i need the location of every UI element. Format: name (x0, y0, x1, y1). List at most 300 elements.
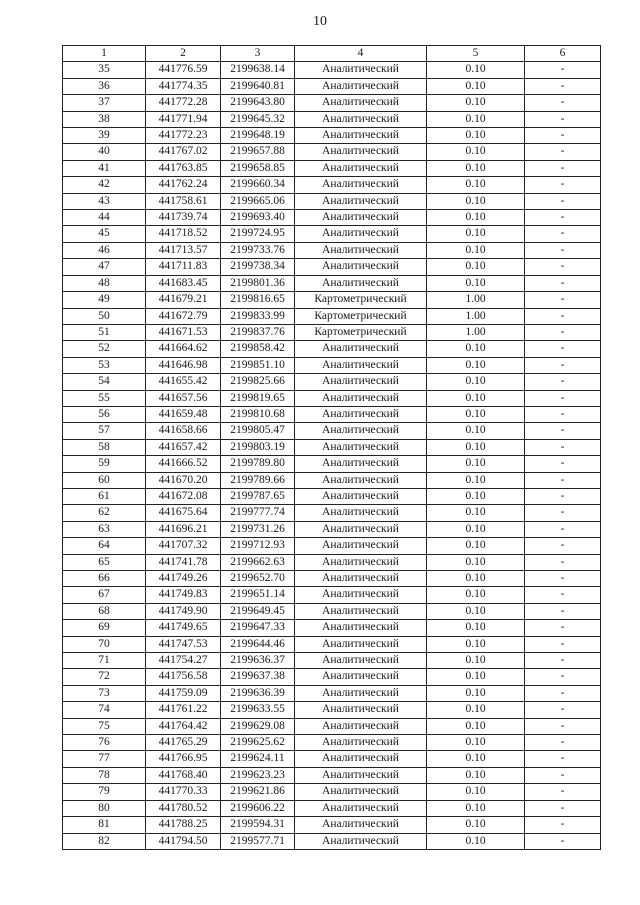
method-cell: Аналитический (295, 521, 427, 537)
accuracy-cell: 0.10 (427, 341, 525, 357)
method-cell: Картометрический (295, 324, 427, 340)
method-cell: Аналитический (295, 833, 427, 849)
x-coordinate-cell: 441772.23 (146, 128, 221, 144)
point-number-cell: 58 (63, 439, 146, 455)
x-coordinate-cell: 441780.52 (146, 800, 221, 816)
y-coordinate-cell: 2199733.76 (221, 242, 295, 258)
accuracy-cell: 0.10 (427, 210, 525, 226)
method-cell: Аналитический (295, 242, 427, 258)
point-number-cell: 47 (63, 259, 146, 275)
point-number-cell: 67 (63, 587, 146, 603)
accuracy-cell: 0.10 (427, 505, 525, 521)
table-row (63, 702, 601, 718)
accuracy-cell: 0.10 (427, 144, 525, 160)
note-cell: - (525, 111, 601, 127)
y-coordinate-cell: 2199636.37 (221, 653, 295, 669)
table-row (63, 423, 601, 439)
y-coordinate-cell: 2199660.34 (221, 177, 295, 193)
table-row (63, 259, 601, 275)
method-cell: Аналитический (295, 439, 427, 455)
y-coordinate-cell: 2199810.68 (221, 406, 295, 422)
accuracy-cell: 0.10 (427, 390, 525, 406)
x-coordinate-cell: 441772.28 (146, 95, 221, 111)
note-cell: - (525, 472, 601, 488)
point-number-cell: 63 (63, 521, 146, 537)
x-coordinate-cell: 441776.59 (146, 62, 221, 78)
x-coordinate-cell: 441749.26 (146, 571, 221, 587)
point-number-cell: 57 (63, 423, 146, 439)
x-coordinate-cell: 441756.58 (146, 669, 221, 685)
y-coordinate-cell: 2199787.65 (221, 488, 295, 504)
x-coordinate-cell: 441747.53 (146, 636, 221, 652)
y-coordinate-cell: 2199637.38 (221, 669, 295, 685)
table-row (63, 210, 601, 226)
point-number-cell: 66 (63, 571, 146, 587)
y-coordinate-cell: 2199638.14 (221, 62, 295, 78)
y-coordinate-cell: 2199805.47 (221, 423, 295, 439)
x-coordinate-cell: 441683.45 (146, 275, 221, 291)
method-cell: Аналитический (295, 210, 427, 226)
note-cell: - (525, 620, 601, 636)
table-row (63, 554, 601, 570)
accuracy-cell: 0.10 (427, 833, 525, 849)
x-coordinate-cell: 441713.57 (146, 242, 221, 258)
accuracy-cell: 0.10 (427, 488, 525, 504)
method-cell: Аналитический (295, 587, 427, 603)
point-number-cell: 45 (63, 226, 146, 242)
note-cell: - (525, 439, 601, 455)
accuracy-cell: 0.10 (427, 702, 525, 718)
table-row (63, 521, 601, 537)
point-number-cell: 60 (63, 472, 146, 488)
point-number-cell: 76 (63, 735, 146, 751)
point-number-cell: 36 (63, 78, 146, 94)
point-number-cell: 44 (63, 210, 146, 226)
method-cell: Аналитический (295, 735, 427, 751)
point-number-cell: 71 (63, 653, 146, 669)
y-coordinate-cell: 2199636.39 (221, 685, 295, 701)
accuracy-cell: 0.10 (427, 817, 525, 833)
page-number: 10 (313, 14, 327, 29)
accuracy-cell: 0.10 (427, 275, 525, 291)
table-body (63, 62, 601, 850)
table-row (63, 636, 601, 652)
method-cell: Аналитический (295, 636, 427, 652)
x-coordinate-cell: 441754.27 (146, 653, 221, 669)
table-row (63, 620, 601, 636)
y-coordinate-cell: 2199789.80 (221, 456, 295, 472)
accuracy-cell: 0.10 (427, 800, 525, 816)
accuracy-cell: 0.10 (427, 95, 525, 111)
point-number-cell: 40 (63, 144, 146, 160)
accuracy-cell: 0.10 (427, 751, 525, 767)
column-header-5: 5 (427, 46, 525, 62)
y-coordinate-cell: 2199657.88 (221, 144, 295, 160)
x-coordinate-cell: 441671.53 (146, 324, 221, 340)
y-coordinate-cell: 2199801.36 (221, 275, 295, 291)
table-row (63, 78, 601, 94)
point-number-cell: 59 (63, 456, 146, 472)
method-cell: Аналитический (295, 767, 427, 783)
method-cell: Аналитический (295, 160, 427, 176)
accuracy-cell: 1.00 (427, 324, 525, 340)
accuracy-cell: 0.10 (427, 603, 525, 619)
note-cell: - (525, 488, 601, 504)
table-row (63, 275, 601, 291)
method-cell: Аналитический (295, 275, 427, 291)
table-row (63, 226, 601, 242)
x-coordinate-cell: 441711.83 (146, 259, 221, 275)
method-cell: Аналитический (295, 472, 427, 488)
method-cell: Аналитический (295, 571, 427, 587)
method-cell: Картометрический (295, 308, 427, 324)
method-cell: Аналитический (295, 702, 427, 718)
y-coordinate-cell: 2199724.95 (221, 226, 295, 242)
y-coordinate-cell: 2199693.40 (221, 210, 295, 226)
note-cell: - (525, 554, 601, 570)
y-coordinate-cell: 2199629.08 (221, 718, 295, 734)
x-coordinate-cell: 441696.21 (146, 521, 221, 537)
y-coordinate-cell: 2199651.14 (221, 587, 295, 603)
x-coordinate-cell: 441763.85 (146, 160, 221, 176)
x-coordinate-cell: 441666.52 (146, 456, 221, 472)
accuracy-cell: 0.10 (427, 456, 525, 472)
point-number-cell: 80 (63, 800, 146, 816)
y-coordinate-cell: 2199645.32 (221, 111, 295, 127)
point-number-cell: 72 (63, 669, 146, 685)
x-coordinate-cell: 441774.35 (146, 78, 221, 94)
point-number-cell: 46 (63, 242, 146, 258)
method-cell: Аналитический (295, 488, 427, 504)
point-number-cell: 53 (63, 357, 146, 373)
x-coordinate-cell: 441646.98 (146, 357, 221, 373)
table-row (63, 308, 601, 324)
method-cell: Аналитический (295, 357, 427, 373)
note-cell: - (525, 226, 601, 242)
note-cell: - (525, 505, 601, 521)
note-cell: - (525, 603, 601, 619)
accuracy-cell: 0.10 (427, 177, 525, 193)
accuracy-cell: 0.10 (427, 636, 525, 652)
method-cell: Аналитический (295, 95, 427, 111)
method-cell: Аналитический (295, 374, 427, 390)
method-cell: Аналитический (295, 669, 427, 685)
x-coordinate-cell: 441770.33 (146, 784, 221, 800)
accuracy-cell: 0.10 (427, 767, 525, 783)
y-coordinate-cell: 2199738.34 (221, 259, 295, 275)
table-row (63, 177, 601, 193)
note-cell: - (525, 800, 601, 816)
point-number-cell: 68 (63, 603, 146, 619)
point-number-cell: 81 (63, 817, 146, 833)
note-cell: - (525, 308, 601, 324)
accuracy-cell: 0.10 (427, 571, 525, 587)
table-row (63, 406, 601, 422)
x-coordinate-cell: 441675.64 (146, 505, 221, 521)
method-cell: Аналитический (295, 62, 427, 78)
x-coordinate-cell: 441749.90 (146, 603, 221, 619)
table-row (63, 488, 601, 504)
method-cell: Аналитический (295, 554, 427, 570)
method-cell: Аналитический (295, 685, 427, 701)
method-cell: Аналитический (295, 505, 427, 521)
table-row (63, 292, 601, 308)
y-coordinate-cell: 2199816.65 (221, 292, 295, 308)
column-header-3: 3 (221, 46, 295, 62)
y-coordinate-cell: 2199652.70 (221, 571, 295, 587)
method-cell: Аналитический (295, 603, 427, 619)
method-cell: Аналитический (295, 538, 427, 554)
table-row (63, 571, 601, 587)
accuracy-cell: 0.10 (427, 193, 525, 209)
x-coordinate-cell: 441761.22 (146, 702, 221, 718)
table-row (63, 390, 601, 406)
y-coordinate-cell: 2199665.06 (221, 193, 295, 209)
note-cell: - (525, 374, 601, 390)
method-cell: Аналитический (295, 718, 427, 734)
accuracy-cell: 0.10 (427, 423, 525, 439)
column-header-1: 1 (63, 46, 146, 62)
x-coordinate-cell: 441749.83 (146, 587, 221, 603)
table-row (63, 472, 601, 488)
y-coordinate-cell: 2199647.33 (221, 620, 295, 636)
accuracy-cell: 0.10 (427, 472, 525, 488)
method-cell: Аналитический (295, 817, 427, 833)
x-coordinate-cell: 441672.79 (146, 308, 221, 324)
y-coordinate-cell: 2199623.23 (221, 767, 295, 783)
note-cell: - (525, 751, 601, 767)
note-cell: - (525, 292, 601, 308)
table-row (63, 144, 601, 160)
accuracy-cell: 0.10 (427, 128, 525, 144)
y-coordinate-cell: 2199712.93 (221, 538, 295, 554)
note-cell: - (525, 62, 601, 78)
note-cell: - (525, 177, 601, 193)
method-cell: Аналитический (295, 144, 427, 160)
table-row (63, 817, 601, 833)
method-cell: Аналитический (295, 800, 427, 816)
point-number-cell: 55 (63, 390, 146, 406)
method-cell: Аналитический (295, 193, 427, 209)
x-coordinate-cell: 441768.40 (146, 767, 221, 783)
note-cell: - (525, 767, 601, 783)
table-row (63, 341, 601, 357)
table-row (63, 111, 601, 127)
method-cell: Картометрический (295, 292, 427, 308)
point-number-cell: 69 (63, 620, 146, 636)
table-row (63, 439, 601, 455)
method-cell: Аналитический (295, 390, 427, 406)
note-cell: - (525, 653, 601, 669)
note-cell: - (525, 685, 601, 701)
y-coordinate-cell: 2199731.26 (221, 521, 295, 537)
accuracy-cell: 0.10 (427, 538, 525, 554)
point-number-cell: 64 (63, 538, 146, 554)
note-cell: - (525, 702, 601, 718)
accuracy-cell: 0.10 (427, 259, 525, 275)
point-number-cell: 75 (63, 718, 146, 734)
note-cell: - (525, 242, 601, 258)
note-cell: - (525, 571, 601, 587)
accuracy-cell: 1.00 (427, 308, 525, 324)
table-row (63, 751, 601, 767)
table-row (63, 587, 601, 603)
note-cell: - (525, 636, 601, 652)
x-coordinate-cell: 441749.65 (146, 620, 221, 636)
point-number-cell: 43 (63, 193, 146, 209)
table-row (63, 685, 601, 701)
y-coordinate-cell: 2199633.55 (221, 702, 295, 718)
table-row (63, 735, 601, 751)
accuracy-cell: 1.00 (427, 292, 525, 308)
point-number-cell: 48 (63, 275, 146, 291)
accuracy-cell: 0.10 (427, 242, 525, 258)
note-cell: - (525, 210, 601, 226)
point-number-cell: 52 (63, 341, 146, 357)
accuracy-cell: 0.10 (427, 735, 525, 751)
column-header-6: 6 (525, 46, 601, 62)
method-cell: Аналитический (295, 653, 427, 669)
column-header-4: 4 (295, 46, 427, 62)
method-cell: Аналитический (295, 128, 427, 144)
point-number-cell: 37 (63, 95, 146, 111)
note-cell: - (525, 817, 601, 833)
accuracy-cell: 0.10 (427, 226, 525, 242)
method-cell: Аналитический (295, 751, 427, 767)
method-cell: Аналитический (295, 226, 427, 242)
y-coordinate-cell: 2199658.85 (221, 160, 295, 176)
note-cell: - (525, 669, 601, 685)
accuracy-cell: 0.10 (427, 439, 525, 455)
x-coordinate-cell: 441758.61 (146, 193, 221, 209)
table-row (63, 95, 601, 111)
point-number-cell: 56 (63, 406, 146, 422)
point-number-cell: 62 (63, 505, 146, 521)
table-row (63, 718, 601, 734)
y-coordinate-cell: 2199803.19 (221, 439, 295, 455)
point-number-cell: 77 (63, 751, 146, 767)
note-cell: - (525, 735, 601, 751)
accuracy-cell: 0.10 (427, 406, 525, 422)
table-row (63, 357, 601, 373)
column-header-2: 2 (146, 46, 221, 62)
note-cell: - (525, 357, 601, 373)
table-row (63, 193, 601, 209)
y-coordinate-cell: 2199833.99 (221, 308, 295, 324)
point-number-cell: 61 (63, 488, 146, 504)
method-cell: Аналитический (295, 341, 427, 357)
x-coordinate-cell: 441771.94 (146, 111, 221, 127)
accuracy-cell: 0.10 (427, 669, 525, 685)
method-cell: Аналитический (295, 259, 427, 275)
y-coordinate-cell: 2199858.42 (221, 341, 295, 357)
point-number-cell: 70 (63, 636, 146, 652)
x-coordinate-cell: 441794.50 (146, 833, 221, 849)
note-cell: - (525, 390, 601, 406)
table-row (63, 160, 601, 176)
point-number-cell: 65 (63, 554, 146, 570)
note-cell: - (525, 538, 601, 554)
accuracy-cell: 0.10 (427, 784, 525, 800)
x-coordinate-cell: 441767.02 (146, 144, 221, 160)
note-cell: - (525, 406, 601, 422)
method-cell: Аналитический (295, 78, 427, 94)
point-number-cell: 39 (63, 128, 146, 144)
y-coordinate-cell: 2199640.81 (221, 78, 295, 94)
table-row (63, 128, 601, 144)
table-row (63, 374, 601, 390)
point-number-cell: 38 (63, 111, 146, 127)
note-cell: - (525, 128, 601, 144)
table-row (63, 603, 601, 619)
note-cell: - (525, 275, 601, 291)
note-cell: - (525, 78, 601, 94)
point-number-cell: 54 (63, 374, 146, 390)
y-coordinate-cell: 2199606.22 (221, 800, 295, 816)
x-coordinate-cell: 441762.24 (146, 177, 221, 193)
accuracy-cell: 0.10 (427, 62, 525, 78)
table-row (63, 767, 601, 783)
coordinates-table (62, 45, 601, 850)
accuracy-cell: 0.10 (427, 78, 525, 94)
table-row (63, 784, 601, 800)
x-coordinate-cell: 441659.48 (146, 406, 221, 422)
point-number-cell: 50 (63, 308, 146, 324)
accuracy-cell: 0.10 (427, 653, 525, 669)
y-coordinate-cell: 2199625.62 (221, 735, 295, 751)
note-cell: - (525, 144, 601, 160)
x-coordinate-cell: 441766.95 (146, 751, 221, 767)
y-coordinate-cell: 2199643.80 (221, 95, 295, 111)
table-row (63, 242, 601, 258)
y-coordinate-cell: 2199777.74 (221, 505, 295, 521)
table-row (63, 456, 601, 472)
table-row (63, 62, 601, 78)
accuracy-cell: 0.10 (427, 357, 525, 373)
table-row (63, 324, 601, 340)
y-coordinate-cell: 2199577.71 (221, 833, 295, 849)
x-coordinate-cell: 441679.21 (146, 292, 221, 308)
note-cell: - (525, 193, 601, 209)
x-coordinate-cell: 441657.56 (146, 390, 221, 406)
note-cell: - (525, 521, 601, 537)
x-coordinate-cell: 441658.66 (146, 423, 221, 439)
y-coordinate-cell: 2199621.86 (221, 784, 295, 800)
accuracy-cell: 0.10 (427, 521, 525, 537)
accuracy-cell: 0.10 (427, 374, 525, 390)
table-row (63, 505, 601, 521)
table-row (63, 653, 601, 669)
point-number-cell: 49 (63, 292, 146, 308)
accuracy-cell: 0.10 (427, 620, 525, 636)
table-header-row (63, 46, 601, 62)
point-number-cell: 82 (63, 833, 146, 849)
y-coordinate-cell: 2199851.10 (221, 357, 295, 373)
x-coordinate-cell: 441657.42 (146, 439, 221, 455)
y-coordinate-cell: 2199837.76 (221, 324, 295, 340)
note-cell: - (525, 718, 601, 734)
point-number-cell: 42 (63, 177, 146, 193)
note-cell: - (525, 423, 601, 439)
x-coordinate-cell: 441718.52 (146, 226, 221, 242)
x-coordinate-cell: 441672.08 (146, 488, 221, 504)
point-number-cell: 51 (63, 324, 146, 340)
note-cell: - (525, 784, 601, 800)
x-coordinate-cell: 441765.29 (146, 735, 221, 751)
table-row (63, 833, 601, 849)
note-cell: - (525, 341, 601, 357)
method-cell: Аналитический (295, 177, 427, 193)
